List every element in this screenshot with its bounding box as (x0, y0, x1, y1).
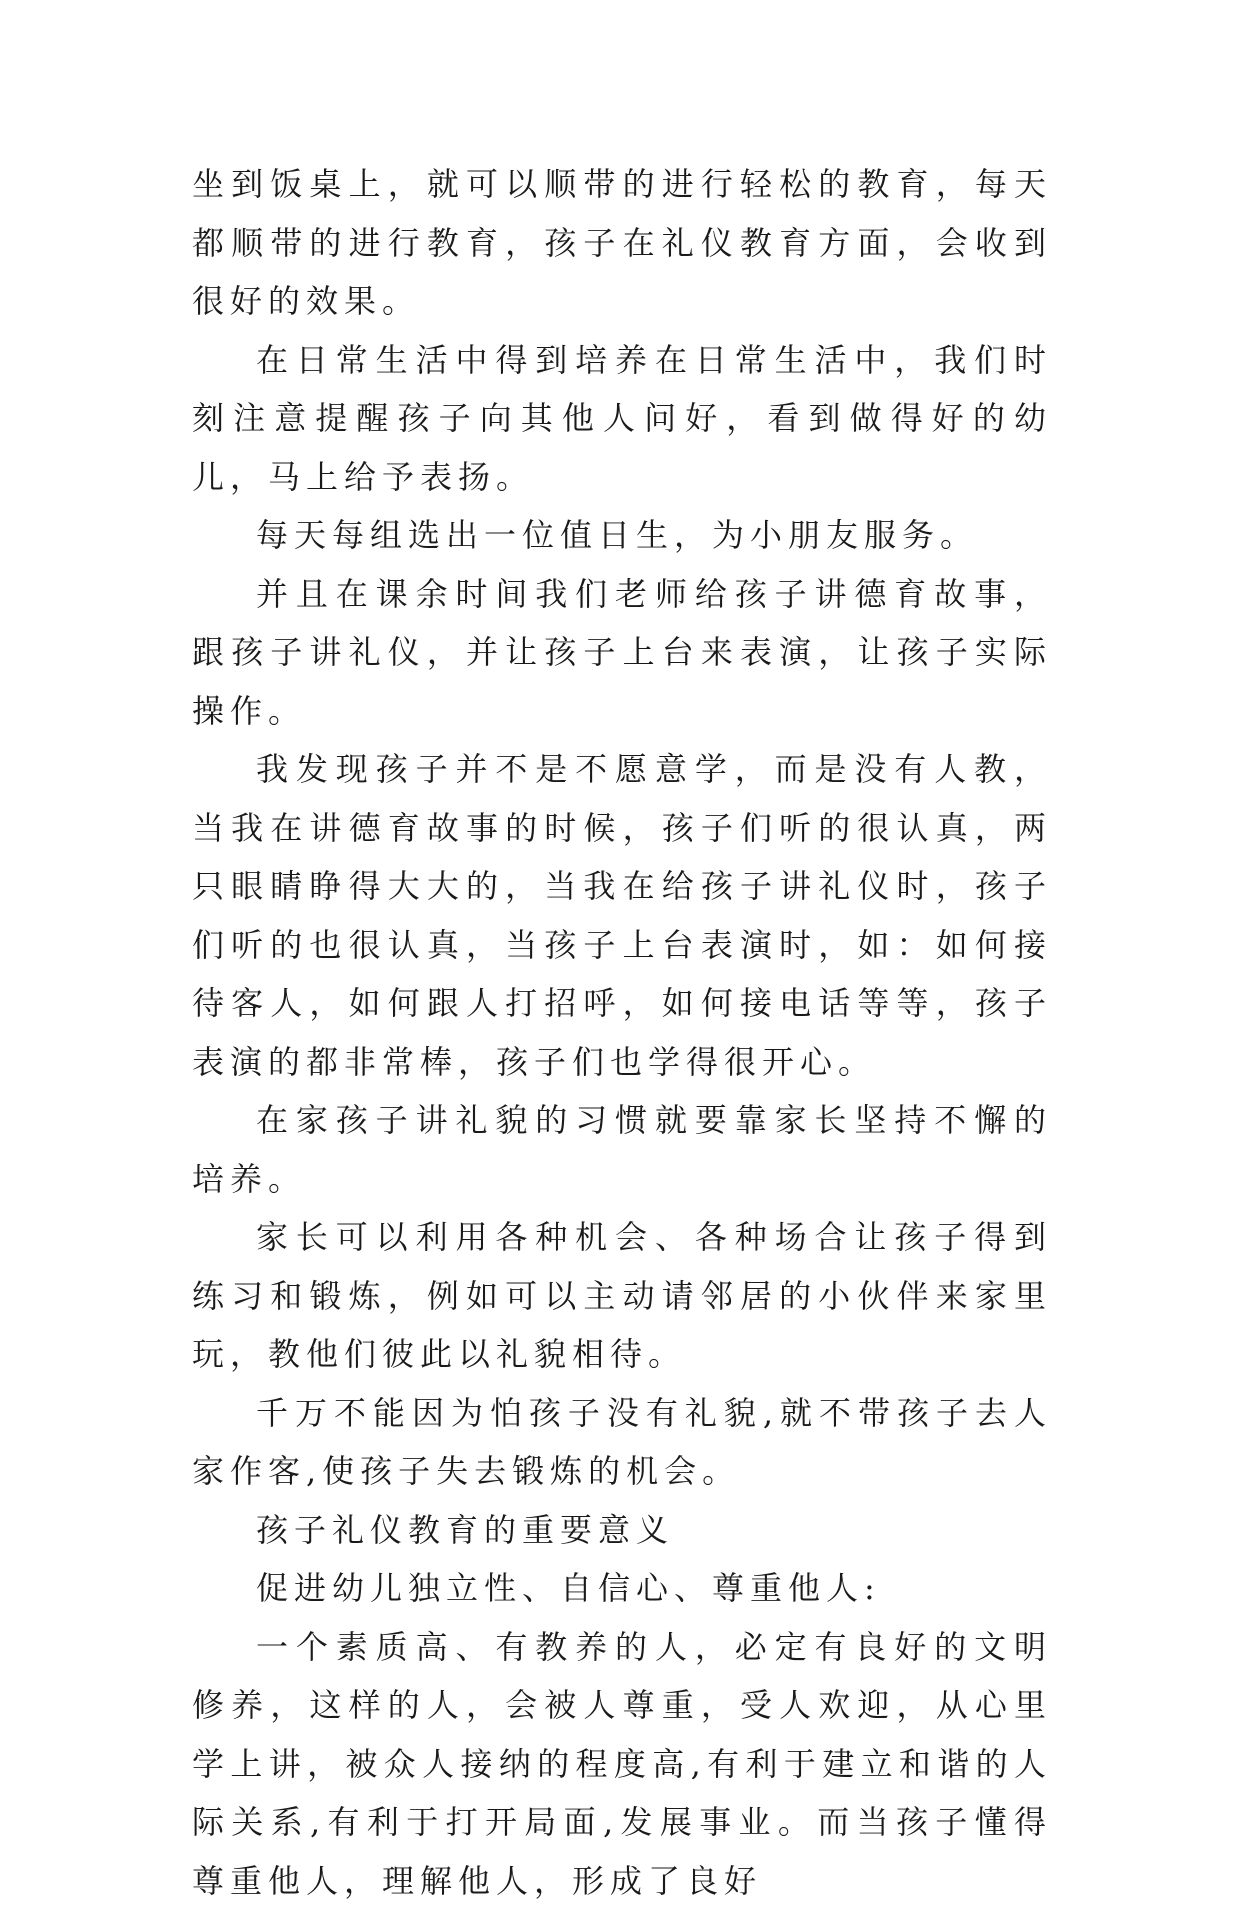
sub-heading: 促进幼儿独立性、自信心、尊重他人: (192, 1559, 1052, 1618)
paragraph: 在日常生活中得到培养在日常生活中，我们时刻注意提醒孩子向其他人问好，看到做得好的幼儿，马上给予表扬。 (192, 331, 1052, 507)
paragraph: 我发现孩子并不是不愿意学，而是没有人教，当我在讲德育故事的时候，孩子们听的很认真，两只眼睛睁得大大的，当我在给孩子讲礼仪时，孩子们听的也很认真，当孩子上台表演时，如：如何接待客人，如何跟人打招呼，如何接电话等等，孩子表演的都非常棒，孩子们也学得很开心。 (192, 740, 1052, 1091)
document-body (192, 155, 1052, 1910)
paragraph: 并且在课余时间我们老师给孩子讲德育故事，跟孩子讲礼仪，并让孩子上台来表演，让孩子实际操作。 (192, 565, 1052, 741)
paragraph: 一个素质高、有教养的人，必定有良好的文明修养，这样的人，会被人尊重，受人欢迎，从心里学上讲，被众人接纳的程度高,有利于建立和谐的人际关系,有利于打开局面,发展事业。而当孩子懂得尊重他人，理解他人，形成了良好 (192, 1618, 1052, 1910)
paragraph: 每天每组选出一位值日生，为小朋友服务。 (192, 506, 1052, 565)
paragraph: 家长可以利用各种机会、各种场合让孩子得到练习和锻炼，例如可以主动请邻居的小伙伴来家里玩，教他们彼此以礼貌相待。 (192, 1208, 1052, 1384)
section-heading: 孩子礼仪教育的重要意义 (192, 1501, 1052, 1560)
paragraph: 千万不能因为怕孩子没有礼貌,就不带孩子去人家作客,使孩子失去锻炼的机会。 (192, 1384, 1052, 1501)
paragraph: 在家孩子讲礼貌的习惯就要靠家长坚持不懈的培养。 (192, 1091, 1052, 1208)
paragraph: 坐到饭桌上，就可以顺带的进行轻松的教育，每天都顺带的进行教育，孩子在礼仪教育方面，会收到很好的效果。 (192, 155, 1052, 331)
